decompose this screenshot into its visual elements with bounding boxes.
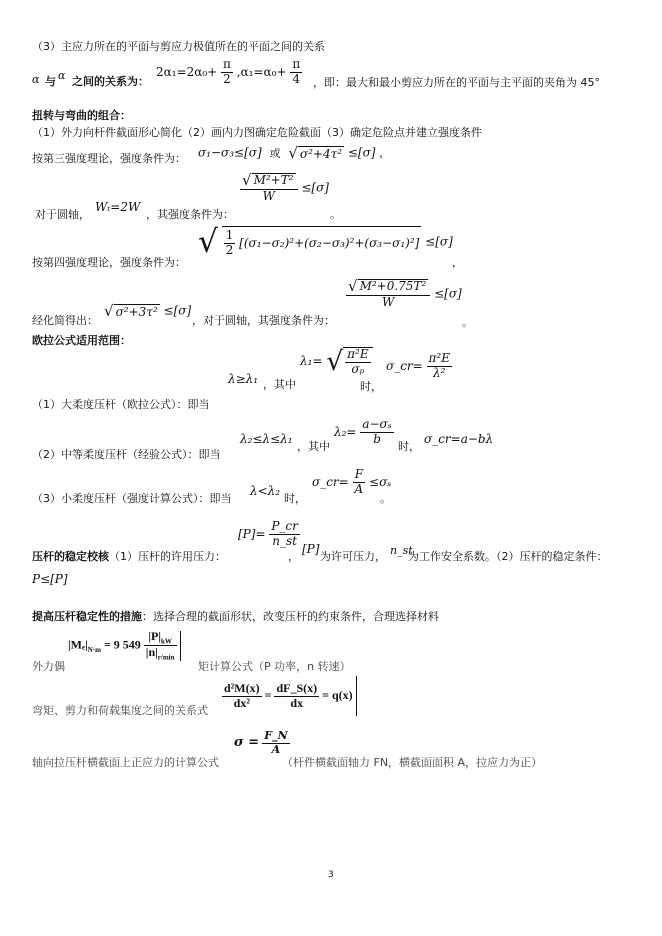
fourth-bracket-expression: [(σ₁−σ₂)²+(σ₂−σ₃)²+(σ₃−σ₁)²] <box>239 236 420 250</box>
stability-line <box>32 548 226 564</box>
sqrt-icon: √ <box>104 302 114 320</box>
third-theory-label: 按第三强度理论，强度条件为： <box>32 152 186 165</box>
couple-lhs-unit: N·m <box>87 646 101 655</box>
fraction-numerator: π²E <box>347 346 369 361</box>
euler-fraction <box>427 352 452 381</box>
fraction-denominator: A <box>271 742 281 756</box>
euler2-when: 时， <box>398 440 420 453</box>
radicand: M²+T² <box>253 173 294 188</box>
simplified-circular-label: ，对于圆轴，其强度条件为： <box>192 314 335 327</box>
section-torsion-bending: 扭转与弯曲的组合： <box>32 109 131 122</box>
comma: ， <box>452 256 463 269</box>
fraction-denominator: W <box>262 189 275 204</box>
fraction-denominator: dx <box>290 695 304 710</box>
axial-formula <box>234 730 290 756</box>
allowable-load-formula <box>238 520 300 549</box>
relation-label: 之间的关系为： <box>72 75 149 88</box>
third-formula-le: ≤[σ] <box>347 145 376 160</box>
fraction-numerator: 1 <box>225 228 234 243</box>
stability-text-3: 为工作安全系数。（2）压杆的稳定条件： <box>408 550 608 563</box>
alpha-symbol: α <box>32 73 40 86</box>
fraction-denominator: 4 <box>292 71 301 86</box>
sqrt-icon: √ <box>288 144 298 162</box>
axial-tail: （杆件横截面轴力 FN，横截面面积 A，拉应力为正） <box>282 756 543 769</box>
allowable-p-lhs: [P]= <box>238 526 266 541</box>
lambda1-fraction <box>345 348 370 377</box>
simplified-formula <box>104 302 191 320</box>
fraction-denominator: λ² <box>433 365 446 380</box>
sigma-cr-short: σ_cr= <box>312 474 349 489</box>
simplified-fraction <box>346 278 430 310</box>
second-derivative-fraction <box>222 682 262 711</box>
euler-critical-stress <box>386 352 452 381</box>
couple-label: 外力偶 <box>32 660 65 673</box>
couple-formula <box>68 630 181 662</box>
euler1-text: （1）大柔度压杆（欧拉公式）：即当 <box>32 398 210 411</box>
fraction-denominator: 2 <box>225 243 234 257</box>
couple-tail: 矩计算公式（P 功率，n 转速） <box>198 660 351 673</box>
sqrt-icon: √ <box>198 224 218 260</box>
euler1-wherein: ，其中 <box>263 378 296 391</box>
circular-le: ≤[σ] <box>301 180 329 195</box>
pi-over-4-fraction <box>290 58 302 87</box>
half-fraction <box>224 229 236 258</box>
fraction-numerator: π²E <box>428 351 450 365</box>
fraction-numerator: π <box>292 57 301 71</box>
third-formula-1: σ₁−σ₃≤[σ] <box>198 145 262 160</box>
fraction-denominator: dx² <box>233 695 250 710</box>
euler1-when: 时， <box>360 380 382 393</box>
euler2-cond: λ₂≤λ≤λ₁ <box>240 432 293 446</box>
alpha-formula-part-a: 2α₁=2α₀+ <box>156 64 218 79</box>
simplified-circular-formula <box>346 278 462 310</box>
circular-strength-label: ，其强度条件为： <box>146 208 234 221</box>
radicand: σ²+3τ² <box>115 304 158 319</box>
page-number: 3 <box>328 870 334 880</box>
sigma-cr-empirical: σ_cr=a−bλ <box>424 432 494 446</box>
stability-text-1: （1）压杆的许用压力： <box>109 550 226 563</box>
euler3-cond: λ<λ₂ <box>250 484 281 498</box>
differential-formula <box>222 676 357 716</box>
fraction-numerator <box>346 278 430 296</box>
axial-label: 轴向拉压杆横截面上正应力的计算公式 <box>32 756 219 769</box>
fraction-numerator <box>240 172 298 190</box>
couple-fraction <box>144 630 177 662</box>
and-text: 与 <box>45 75 56 88</box>
alpha-formula-part-b: ,α₁=α₀+ <box>236 64 287 79</box>
sqrt-icon: √ <box>242 171 252 189</box>
power-unit: kW <box>161 637 172 646</box>
fraction-numerator: F_N <box>264 729 288 742</box>
fraction-denominator: n_st <box>272 533 297 548</box>
fraction-denominator: A <box>354 481 364 496</box>
fraction-numerator <box>144 630 177 646</box>
numerator-radical <box>242 172 296 189</box>
axial-fraction <box>262 730 289 756</box>
sigma-cr-lhs: σ_cr= <box>386 358 423 373</box>
radicand: M²+0.75T² <box>359 279 427 294</box>
pi-over-2-fraction <box>221 58 233 87</box>
fraction-numerator: dF_S(x) <box>276 680 318 695</box>
simplified-radical <box>104 302 160 320</box>
stability-title: 压杆的稳定校核 <box>32 550 109 563</box>
fraction-denominator: 2 <box>223 71 231 86</box>
equals: = <box>264 687 272 702</box>
third-radical <box>288 144 344 162</box>
or-text: 或 <box>269 146 281 160</box>
period: 。 <box>462 316 473 329</box>
angle-45-text: ，即：最大和最小剪应力所在的平面与主平面的夹角为 45° <box>313 76 600 89</box>
load-intensity: = q(x) <box>322 687 353 702</box>
couple-equals: = 9 549 <box>103 637 141 652</box>
euler3-condition <box>250 484 280 498</box>
simplified-le: ≤[σ] <box>163 303 192 318</box>
alpha-formula <box>156 58 302 87</box>
fraction-numerator: a−σₛ <box>362 417 392 431</box>
fourth-theory-label: 按第四强度理论，强度条件为： <box>32 256 186 269</box>
improve-title: 提高压杆稳定性的措施 <box>32 610 142 623</box>
wt-formula: Wₜ=2W <box>95 200 141 214</box>
radicand <box>222 226 422 258</box>
alpha1-symbol: α <box>58 69 66 82</box>
torsion-steps: （1）外力向杆件截面形心简化（2）画内力图确定危险截面（3）确定危险点并建立强度条件 <box>32 126 482 139</box>
section-euler-range: 欧拉公式适用范围： <box>32 334 131 347</box>
speed-symbol: |n| <box>145 645 158 660</box>
fraction-numerator: P_cr <box>271 519 298 533</box>
text-principal-plane-relation: （3）主应力所在的平面与剪应力极值所在的平面之间的关系 <box>32 40 325 53</box>
euler1-condition <box>228 372 258 386</box>
short-fraction <box>353 468 366 497</box>
euler3-when: 时， <box>284 492 306 505</box>
stability-condition: P≤[P] <box>32 572 68 586</box>
euler2-text: （2）中等柔度压杆（经验公式）：即当 <box>32 448 221 461</box>
lambda1-radical <box>326 346 372 377</box>
sqrt-icon: √ <box>326 346 344 377</box>
formula-edge-line <box>180 631 181 661</box>
fourth-theory-formula <box>198 224 453 260</box>
fourth-radical <box>198 224 421 260</box>
radicand <box>343 347 372 377</box>
stability-text-2: 为许可压力， <box>320 550 386 563</box>
simplified-le: ≤[σ] <box>434 286 462 301</box>
improve-text: ：选择合理的截面形状，改变压杆的约束条件，合理选择材料 <box>142 610 439 623</box>
fraction-numerator: F <box>353 468 366 483</box>
comma: ， <box>288 550 299 563</box>
euler2-wherein: ，其中 <box>297 440 330 453</box>
allowable-fraction <box>269 520 300 549</box>
euler2-condition <box>240 432 293 446</box>
fraction-numerator: d²M(x) <box>224 680 260 695</box>
differential-label: 弯矩、剪力和荷载集度之间的关系式 <box>32 704 208 717</box>
euler3-text: （3）小柔度压杆（强度计算公式）：即当 <box>32 492 232 505</box>
lambda1-lhs: λ₁= <box>300 354 323 368</box>
period: 。 <box>330 208 341 221</box>
lambda2-lhs: λ₂= <box>334 424 357 439</box>
fraction-denominator <box>144 646 177 661</box>
period: 。 <box>380 492 391 505</box>
circular-strength-formula <box>240 172 329 204</box>
first-derivative-fraction <box>274 682 319 711</box>
euler1-cond: λ≥λ₁ <box>228 372 259 386</box>
fraction-denominator: b <box>373 431 381 446</box>
short-le: ≤σₛ <box>369 474 392 489</box>
simplified-label: 经化简得出： <box>32 314 98 327</box>
sqrt-icon: √ <box>348 277 358 295</box>
lambda2-fraction <box>360 418 393 447</box>
fraction-denominator: W <box>381 295 395 310</box>
power-symbol: |P| <box>148 629 161 643</box>
speed-unit: r/min <box>157 653 175 662</box>
numerator-radical <box>348 278 428 295</box>
radicand: σ²+4τ² <box>299 146 343 161</box>
formula-edge-line <box>356 676 357 716</box>
fourth-le: ≤[σ] <box>425 234 453 249</box>
lambda2-formula <box>334 418 394 447</box>
circular-shaft-label: 对于圆轴， <box>35 208 90 221</box>
fraction-numerator: π <box>223 57 231 71</box>
allowable-p-symbol: [P] <box>302 542 320 556</box>
lambda1-formula <box>300 346 373 377</box>
fraction-denominator: σₚ <box>351 361 365 376</box>
improve-line <box>32 608 439 624</box>
third-theory-formula <box>198 144 390 162</box>
couple-lhs: |Mₑ| <box>68 637 88 652</box>
sigma-lhs: σ = <box>234 735 260 751</box>
circular-fraction <box>240 172 298 204</box>
safety-factor-symbol: n_st <box>390 544 413 557</box>
empirical-critical-stress <box>424 432 493 446</box>
comma: ， <box>379 146 391 160</box>
